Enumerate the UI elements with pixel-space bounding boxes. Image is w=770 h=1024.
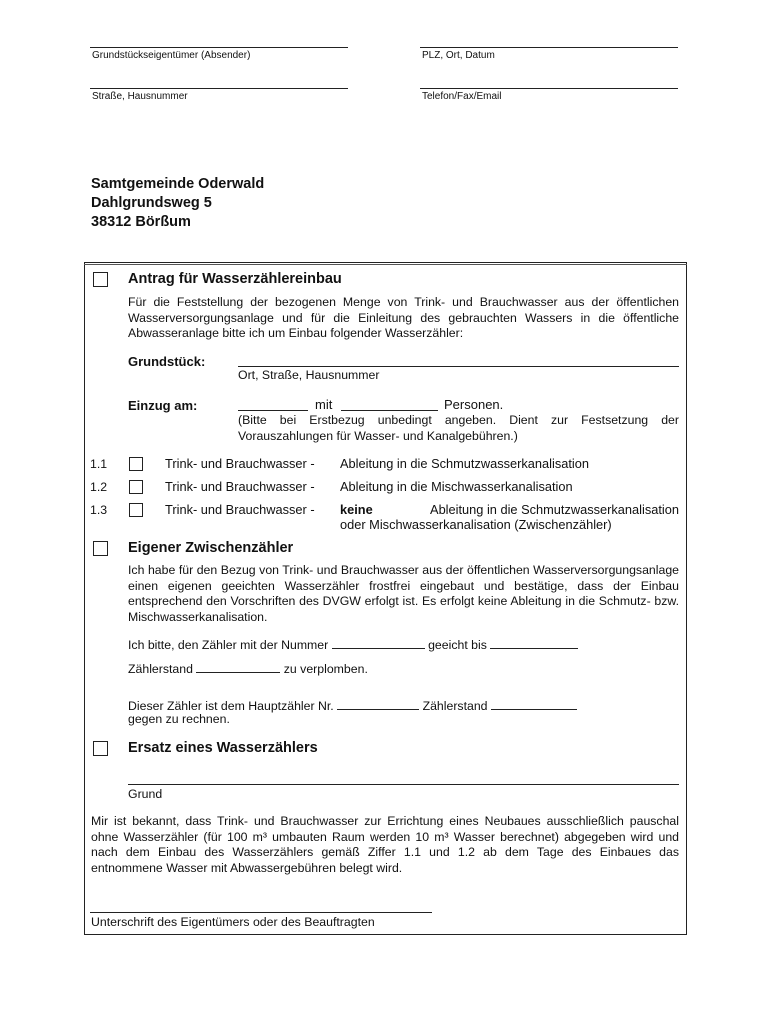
option-1-1-num: 1.1 xyxy=(90,457,108,471)
notice-text: Mir ist bekannt, dass Trink- und Brauchwasser zur Errichtung eines Neubaues ausschließlich pauschal ohne Wasserzähler (für 100 m³ umbauten Raum werden 10 m³ Wasser berechnet) abgegeben wird und nach dem Einbau des Wasserzählers gemäß Ziffer 1.1 und 1.2 ab dem Tage des Einbaues das entnommene Wasser mit Abwassergebühren belegt wird. xyxy=(91,814,679,875)
option-1-3-checkbox[interactable] xyxy=(129,503,143,517)
section3-title: Ersatz eines Wasserzählers xyxy=(128,740,318,756)
section1-intro: Für die Feststellung der bezogenen Menge von Trink- und Brauchwasser aus der öffentlichen Wasserversorgungsanlage und für die Einleitung des gebrauchten Wassers in die öffentliche Abwasseranlage bitte ich um Einbau folgender Wasserzähler: xyxy=(128,295,679,340)
option-1-2-text: Ableitung in die Mischwasserkanalisation xyxy=(340,479,573,494)
hauptzaehler-label: Dieser Zähler ist dem Hauptzähler Nr. xyxy=(128,699,334,713)
option-1-2-checkbox[interactable] xyxy=(129,480,143,494)
signature-label: Unterschrift des Eigentümers oder des Beauftragten xyxy=(91,915,375,929)
recipient-address xyxy=(91,175,264,232)
einzug-date-field[interactable] xyxy=(238,410,308,411)
stand-row xyxy=(128,661,368,678)
haupt-stand-label: Zählerstand xyxy=(422,699,488,713)
street-line[interactable] xyxy=(90,88,348,89)
antrag-checkbox[interactable] xyxy=(93,272,108,287)
zaehler-nr-label: Ich bitte, den Zähler mit der Nummer xyxy=(128,638,329,652)
recipient-line1: Samtgemeinde Oderwald xyxy=(91,176,265,192)
recipient-line3: 38312 Börßum xyxy=(91,214,191,230)
grund-field[interactable] xyxy=(128,784,679,785)
einzug-label: Einzug am: xyxy=(128,398,198,413)
phone-label: Telefon/Fax/Email xyxy=(422,91,502,102)
section1-title: Antrag für Wasserzählereinbau xyxy=(128,271,342,287)
option-1-3-text2: oder Mischwasserkanalisation (Zwischenzähler) xyxy=(340,517,612,532)
zaehler-nr-field[interactable] xyxy=(332,637,425,649)
stand-label: Zählerstand xyxy=(128,662,193,676)
hauptzaehler-field[interactable] xyxy=(337,698,419,710)
option-1-3-text: Ableitung in die Schmutzwasserkanalisation xyxy=(430,502,679,517)
gegen-rechnen: gegen zu rechnen. xyxy=(128,712,230,726)
option-1-1-checkbox[interactable] xyxy=(129,457,143,471)
owner-line[interactable] xyxy=(90,47,348,48)
einzug-mit: mit xyxy=(315,397,333,412)
einzug-personen: Personen. xyxy=(444,397,504,412)
plz-label: PLZ, Ort, Datum xyxy=(422,50,495,61)
option-1-2-water: Trink- und Brauchwasser - xyxy=(165,479,315,494)
einzug-note: (Bitte bei Erstbezug unbedingt angeben. Dient zur Festsetzung der Vorauszahlungen für Wasser- und Kanalgebühren.) xyxy=(238,413,679,443)
option-1-3-num: 1.3 xyxy=(90,503,108,517)
option-1-3-water: Trink- und Brauchwasser - xyxy=(165,502,315,517)
haupt-stand-field[interactable] xyxy=(491,698,577,710)
grundstueck-label: Grundstück: xyxy=(128,354,206,369)
grundstueck-field[interactable] xyxy=(238,366,679,367)
einzug-personen-field[interactable] xyxy=(341,410,438,411)
stand-field[interactable] xyxy=(196,661,280,673)
recipient-line2: Dahlgrundsweg 5 xyxy=(91,195,212,211)
option-1-1-text: Ableitung in die Schmutzwasserkanalisation xyxy=(340,456,589,471)
zaehler-nr-row xyxy=(128,637,578,654)
option-1-3-line xyxy=(340,502,679,517)
option-1-1-water: Trink- und Brauchwasser - xyxy=(165,456,315,471)
phone-line[interactable] xyxy=(420,88,678,89)
section2-title: Eigener Zwischenzähler xyxy=(128,540,294,556)
grund-label: Grund xyxy=(128,787,163,801)
owner-label: Grundstückseigentümer (Absender) xyxy=(92,50,251,61)
option-1-2-num: 1.2 xyxy=(90,480,108,494)
street-label: Straße, Hausnummer xyxy=(92,91,188,102)
geeicht-label: geeicht bis xyxy=(428,638,487,652)
section2-intro: Ich habe für den Bezug von Trink- und Brauchwasser aus der öffentlichen Wasserversorgungsanlage einen eigenen geeichten Wasserzähler frostfrei eingebaut und bestätige, dass der Einbau entsprechend den Vorschriften des DVGW erfolgt ist. Es erfolgt keine Ableitung in die Schmutz- bzw. Mischwasserkanalisation. xyxy=(128,563,679,624)
plz-line[interactable] xyxy=(420,47,678,48)
signature-field[interactable] xyxy=(90,912,432,913)
geeicht-field[interactable] xyxy=(490,637,578,649)
verplomben-label: zu verplomben. xyxy=(283,662,368,676)
option-1-3-keine: keine xyxy=(340,502,373,517)
ersatz-checkbox[interactable] xyxy=(93,741,108,756)
zwischenzaehler-checkbox[interactable] xyxy=(93,541,108,556)
frame-top-rule xyxy=(84,264,687,265)
grundstueck-hint: Ort, Straße, Hausnummer xyxy=(238,368,380,382)
